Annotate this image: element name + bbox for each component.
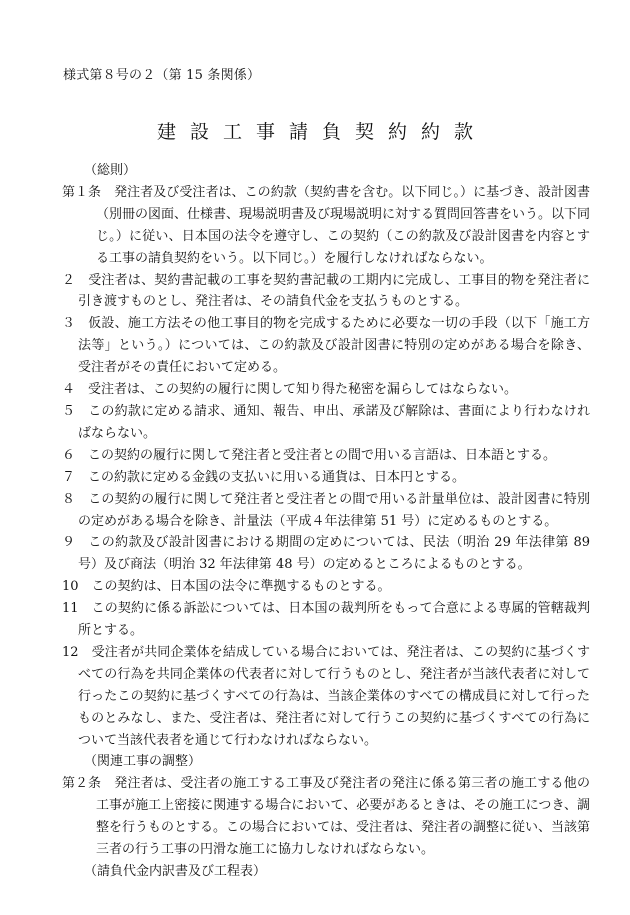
article-2 [62, 773, 591, 861]
item-text: 受注者は、この契約の履行に関して知り得た秘密を漏らしてはならない。 [88, 382, 518, 398]
article-1-item-5 [62, 401, 590, 445]
item-text: 仮設、施工方法その他工事目的物を完成するために必要な一切の手段（以下「施工方法等」という。）については、この約款及び設計図書に特別の定めがある場合を除き、受注者がその責任において定める。 [78, 316, 590, 376]
item-number: ５ [62, 403, 76, 419]
form-number-label: 様式第８号の２（第 15 条関係） [63, 68, 261, 83]
item-number: ６ [62, 447, 76, 463]
article-number: 第２条 [62, 776, 102, 792]
article-text: 発注者は、受注者の施工する工事及び発注者の発注に係る第三者の施工する他の工事が施工上密接に関連する場合において、必要があるときは、その施工につき、調整を行うものとする。この場合においては、受注者は、発注者の調整に従い、当該第三者の行う工事の円滑な施工に協力しなければならない。 [96, 776, 591, 858]
article-text: 発注者及び受注者は、この約款（契約書を含む。以下同じ。）に基づき、設計図書（別冊の図面、仕様書、現場説明書及び現場説明に対する質問回答書をいう。以下同じ。）に従い、日本国の法令を遵守し、この契約（この約款及び設計図書を内容とする工事の請負契約をいう。以下同じ。）を履行しなければならない。 [96, 184, 591, 266]
item-number: ２ [62, 272, 76, 288]
section-heading-breakdown: （請負代金内訳書及び工程表） [84, 864, 267, 879]
item-text: この契約の履行に関して発注者と受注者との間で用いる計量単位は、設計図書に特別の定めがある場合を除き、計量法（平成４年法律第 51 号）に定めるものとする。 [78, 491, 590, 529]
item-number: ４ [62, 382, 76, 398]
document-body [62, 160, 590, 883]
item-number: ７ [62, 469, 76, 485]
item-number: 11 [62, 601, 79, 617]
document-title: 建設工事請負契約約款 [156, 121, 487, 143]
article-1-item-4 [62, 379, 590, 401]
article-1-item-3 [62, 313, 590, 379]
item-number: ３ [62, 316, 76, 332]
item-text: 受注者は、契約書記載の工事を契約書記載の工期内に完成し、工事目的物を発注者に引き渡すものとし、発注者は、その請負代金を支払うものとする。 [78, 272, 590, 310]
item-text: 受注者が共同企業体を結成している場合においては、発注者は、この契約に基づくすべての行為を共同企業体の代表者に対して行うものとし、発注者が当該代表者に対して行ったこの契約に基づくすべての行為は、当該企業体のすべての構成員に対して行ったものとみなし、また、受注者は、発注者に対して行うこの契約に基づくすべての行為について当該代表者を通じて行わなければならない。 [78, 644, 590, 748]
item-text: この約款に定める金銭の支払いに用いる通貨は、日本円とする。 [88, 469, 466, 485]
article-1 [62, 182, 591, 270]
article-1-item-11 [62, 598, 590, 642]
section-heading-related-work: （関連工事の調整） [84, 754, 202, 770]
item-text: この契約は、日本国の法令に準拠するものとする。 [91, 579, 391, 595]
article-number: 第１条 [62, 184, 102, 200]
article-1-item-7 [62, 467, 590, 489]
article-1-item-12 [62, 642, 590, 752]
article-1-item-9 [62, 532, 590, 576]
item-text: この契約の履行に関して発注者と受注者との間で用いる言語は、日本語とする。 [88, 447, 557, 463]
article-1-item-2 [62, 270, 590, 314]
item-number: ９ [62, 535, 76, 551]
section-heading-general: （総則） [84, 163, 137, 178]
article-1-item-10 [62, 576, 590, 598]
article-1-item-6 [62, 445, 590, 467]
article-1-item-8 [62, 489, 590, 533]
item-text: この契約に係る訴訟については、日本国の裁判所をもって合意による専属的管轄裁判所とする。 [78, 601, 590, 639]
item-number: 12 [62, 644, 79, 660]
item-number: ８ [62, 491, 76, 507]
item-number: 10 [62, 579, 79, 595]
item-text: この約款に定める請求、通知、報告、申出、承諾及び解除は、書面により行わなければならない。 [78, 403, 590, 441]
item-text: この約款及び設計図書における期間の定めについては、民法（明治 29 年法律第 89 号）及び商法（明治 32 年法律第 48 号）の定めるところによるものとする。 [78, 535, 590, 573]
